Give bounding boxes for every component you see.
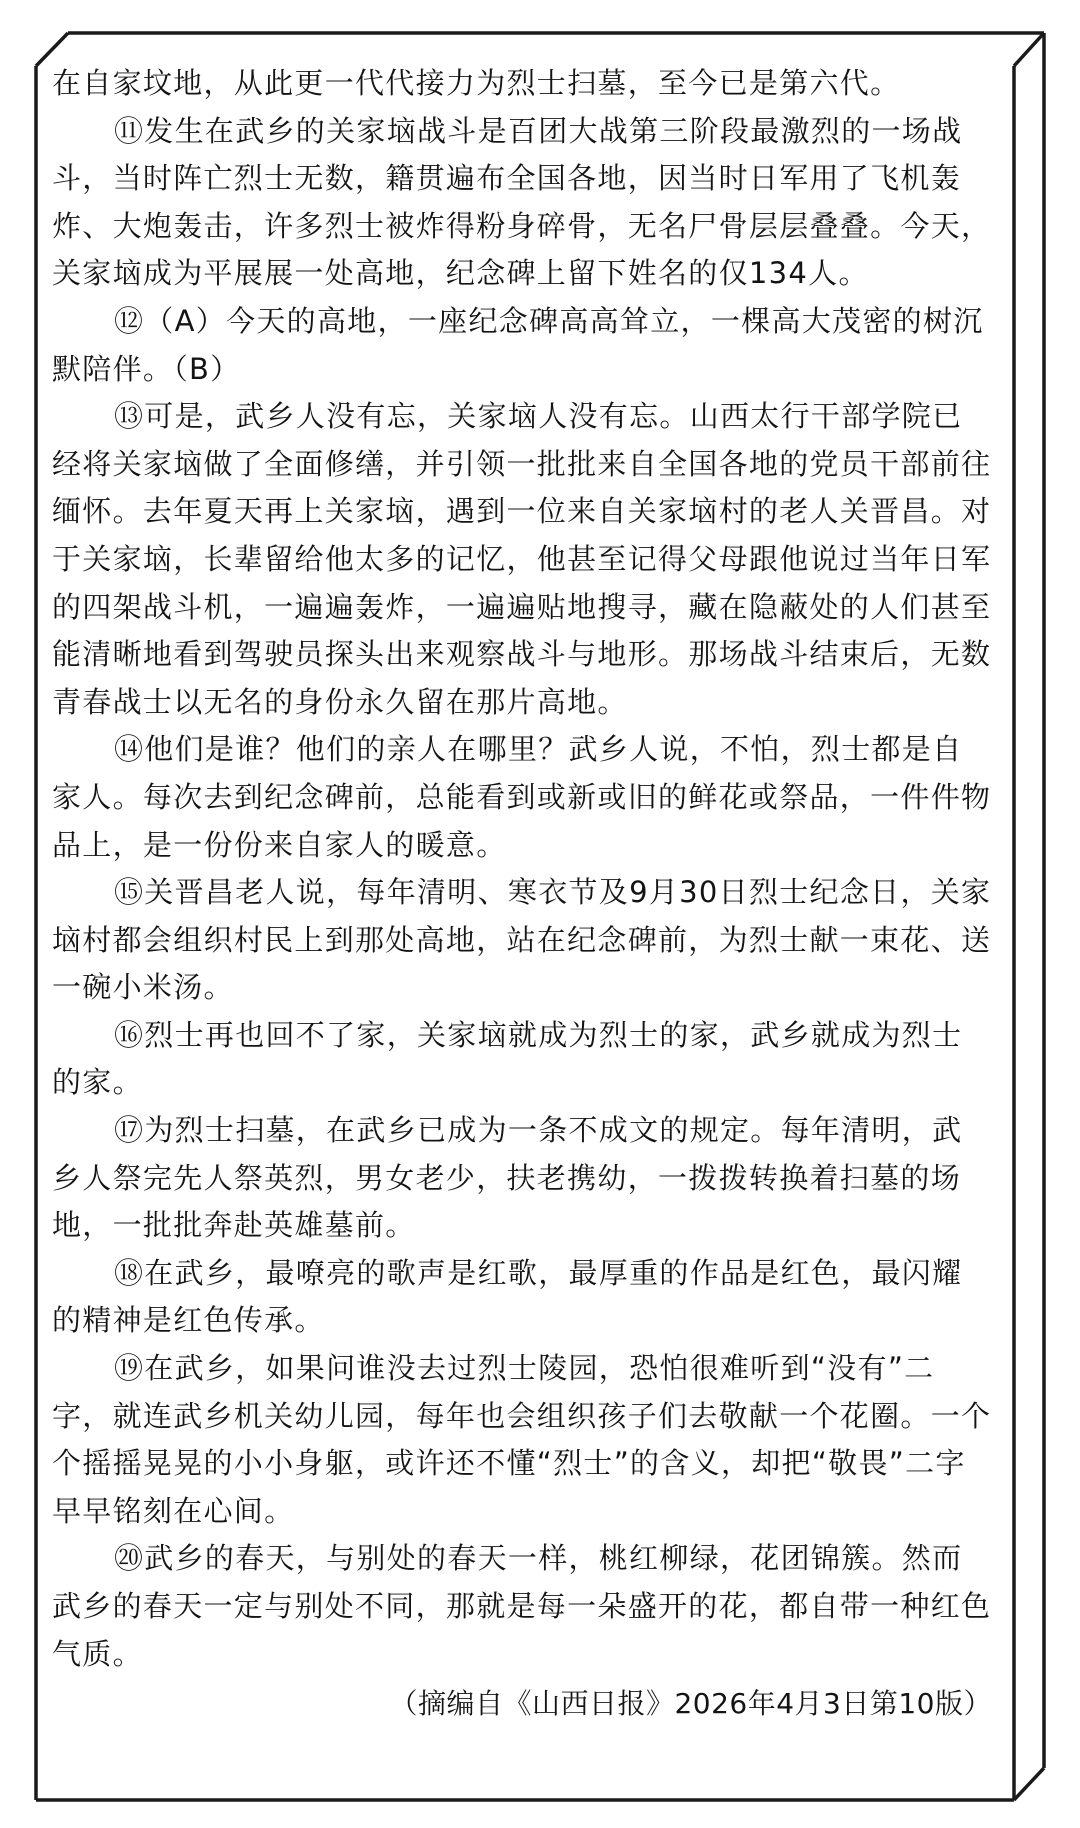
paragraph-17: ⑰为烈士扫墓，在武乡已成为一条不成文的规定。每年清明，武乡人祭完先人祭英烈，男女老少，扶老携幼，一拨拨转换着扫墓的场地，一批批奔赴英雄墓前。 — [52, 1113, 963, 1243]
paragraph-13: ⑬可是，武乡人没有忘，关家垴人没有忘。山西太行干部学院已经将关家垴做了全面修缮，并引领一批批来自全国各地的党员干部前往缅怀。去年夏天再上关家垴，遇到一位来自关家垴村的老人关晋昌。对于关家垴，长辈留给他太多的记忆，他甚至记得父母跟他说过当年日军的四架战斗机，一遍遍轰炸，一遍遍贴地搜寻，藏在隐蔽处的人们甚至能清晰地看到驾驶员探头出来观察战斗与地形。那场战斗结束后，无数青春战士以无名的身份永久留在那片高地。 — [52, 399, 992, 719]
paragraph-16: ⑯烈士再也回不了家，关家垴就成为烈士的家，武乡就成为烈士的家。 — [52, 1017, 963, 1100]
article-body — [52, 60, 992, 1728]
paragraph-19: ⑲在武乡，如果问谁没去过烈士陵园，恐怕很难听到“没有”二字，就连武乡机关幼儿园，每年也会组织孩子们去敬献一个花圈。一个个摇摇晃晃的小小身躯，或许还不懂“烈士”的含义，却把“敬畏”二字早早铭刻在心间。 — [52, 1351, 992, 1528]
paragraph-15: ⑮关晋昌老人说，每年清明、寒衣节及9月30日烈士纪念日，关家垴村都会组织村民上到那处高地，站在纪念碑前，为烈士献一束花、送一碗小米汤。 — [52, 875, 992, 1005]
paragraph-20: ⑳武乡的春天，与别处的春天一样，桃红柳绿，花团锦簇。然而武乡的春天一定与别处不同，那就是每一朵盛开的花，都自带一种红色气质。 — [52, 1541, 992, 1671]
paragraph-continuation: 在自家坟地，从此更一代代接力为烈士扫墓，至今已是第六代。 — [52, 66, 901, 100]
paragraph-12: ⑫（A）今天的高地，一座纪念碑高高耸立，一棵高大茂密的树沉默陪伴。（B） — [52, 303, 984, 386]
paragraph-18: ⑱在武乡，最嘹亮的歌声是红歌，最厚重的作品是红色，最闪耀的精神是红色传承。 — [52, 1255, 963, 1338]
paragraph-11: ⑪发生在武乡的关家垴战斗是百团大战第三阶段最激烈的一场战斗，当时阵亡烈士无数，籍贯遍布全国各地，因当时日军用了飞机轰炸、大炮轰击，许多烈士被炸得粉身碎骨，无名尸骨层层叠叠。今天，关家垴成为平展展一处高地，纪念碑上留下姓名的仅134人。 — [52, 113, 992, 291]
paragraph-14: ⑭他们是谁？他们的亲人在哪里？武乡人说，不怕，烈士都是自家人。每次去到纪念碑前，总能看到或新或旧的鲜花或祭品，一件件物品上，是一份份来自家人的暖意。 — [52, 732, 992, 862]
source-citation: （摘编自《山西日报》2026年4月3日第10版） — [389, 1687, 992, 1721]
